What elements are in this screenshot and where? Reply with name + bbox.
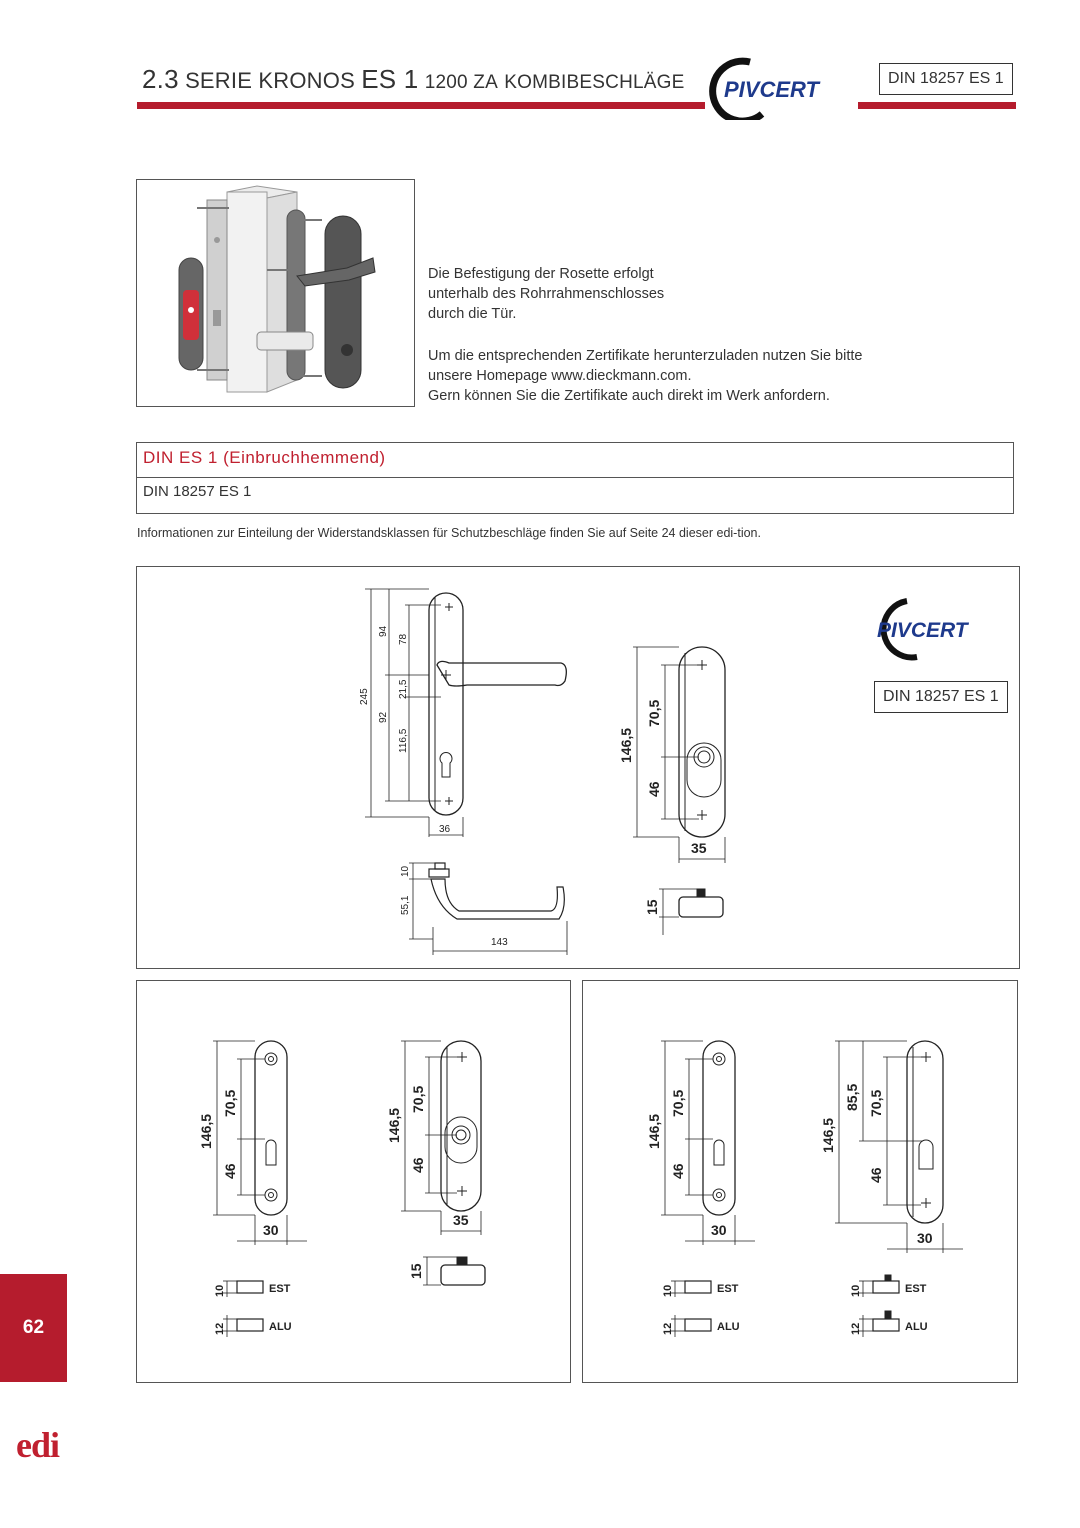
svg-text:30: 30 [263, 1222, 279, 1238]
svg-text:12: 12 [850, 1322, 862, 1335]
technical-drawing-main [137, 567, 1019, 968]
pivcert-logo [704, 54, 860, 120]
svg-text:46: 46 [222, 1163, 238, 1179]
svg-text:146,5: 146,5 [386, 1107, 402, 1143]
svg-text:146,5: 146,5 [646, 1113, 662, 1149]
svg-text:PIVCERT: PIVCERT [877, 619, 968, 642]
svg-text:10: 10 [850, 1284, 862, 1297]
svg-text:85,5: 85,5 [844, 1083, 860, 1111]
svg-text:55,1: 55,1 [400, 895, 411, 915]
page-number-tab: 62 [0, 1274, 67, 1382]
svg-text:EST: EST [717, 1283, 739, 1295]
product-exploded-image [136, 179, 415, 407]
svg-text:116,5: 116,5 [398, 728, 409, 753]
intro-paragraph-2: Um die entsprechenden Zertifikate herunterzuladen nutzen Sie bitte unsere Homepage www.dieckmann.com. Gern können Sie die Zertifikate auch direkt im Werk anfordern. [428, 348, 863, 404]
pivcert-logo-panel [877, 601, 970, 657]
svg-text:78: 78 [398, 633, 409, 645]
drawing-panel-main [136, 566, 1020, 969]
svg-text:EST: EST [269, 1283, 291, 1295]
header-rule-right [858, 102, 1016, 109]
header-rule-left [137, 102, 705, 109]
svg-text:PIVCERT: PIVCERT [724, 77, 819, 102]
info-note: Informationen zur Einteilung der Widerstandsklassen für Schutzbeschläge finden Sie auf Seite 24 dieser edi-tion. [137, 526, 761, 540]
svg-text:ALU: ALU [905, 1321, 928, 1333]
svg-text:10: 10 [662, 1284, 674, 1297]
svg-text:70,5: 70,5 [410, 1085, 426, 1113]
svg-text:46: 46 [646, 781, 662, 797]
svg-text:30: 30 [917, 1230, 933, 1246]
svg-text:36: 36 [439, 824, 451, 835]
drawing-panel-left [136, 980, 571, 1383]
page-title: 2.3 SERIE KRONOS ES 1 1200 ZA KOMBIBESCHLÄGE [142, 64, 685, 94]
svg-text:146,5: 146,5 [820, 1117, 836, 1153]
svg-text:35: 35 [453, 1212, 469, 1228]
svg-text:15: 15 [408, 1263, 424, 1279]
svg-text:12: 12 [214, 1322, 226, 1335]
technical-drawing-right [583, 981, 1017, 1382]
svg-text:10: 10 [214, 1284, 226, 1297]
es1-subtitle: DIN 18257 ES 1 [143, 483, 252, 500]
exploded-view-illustration [137, 180, 414, 406]
intro-paragraph-1: Die Befestigung der Rosette erfolgt unterhalb des Rohrrahmenschlosses durch die Tür. [428, 266, 665, 322]
es1-classification-box [136, 442, 1014, 514]
svg-text:245: 245 [359, 688, 370, 705]
technical-drawing-left [137, 981, 570, 1382]
svg-text:92: 92 [378, 711, 389, 723]
edi-brand-logo: edi [16, 1425, 60, 1465]
svg-text:146,5: 146,5 [618, 727, 634, 763]
svg-text:146,5: 146,5 [198, 1113, 214, 1149]
svg-text:15: 15 [644, 899, 660, 915]
svg-text:70,5: 70,5 [222, 1089, 238, 1117]
svg-text:EST: EST [905, 1283, 927, 1295]
svg-text:21,5: 21,5 [398, 679, 409, 699]
svg-text:70,5: 70,5 [868, 1089, 884, 1117]
svg-text:10: 10 [400, 865, 411, 877]
svg-text:46: 46 [410, 1157, 426, 1173]
svg-text:35: 35 [691, 840, 707, 856]
drawing-panel-right [582, 980, 1018, 1383]
svg-text:ALU: ALU [269, 1321, 292, 1333]
svg-text:70,5: 70,5 [646, 699, 662, 727]
svg-text:70,5: 70,5 [670, 1089, 686, 1117]
din-badge: DIN 18257 ES 1 [879, 63, 1013, 95]
svg-text:46: 46 [670, 1163, 686, 1179]
svg-text:143: 143 [491, 937, 508, 948]
svg-text:94: 94 [378, 625, 389, 637]
svg-text:46: 46 [868, 1167, 884, 1183]
es1-title: DIN ES 1 (Einbruchhemmend) [137, 443, 1013, 478]
svg-text:ALU: ALU [717, 1321, 740, 1333]
svg-text:12: 12 [662, 1322, 674, 1335]
svg-text:30: 30 [711, 1222, 727, 1238]
din-badge-panel: DIN 18257 ES 1 [874, 681, 1008, 713]
